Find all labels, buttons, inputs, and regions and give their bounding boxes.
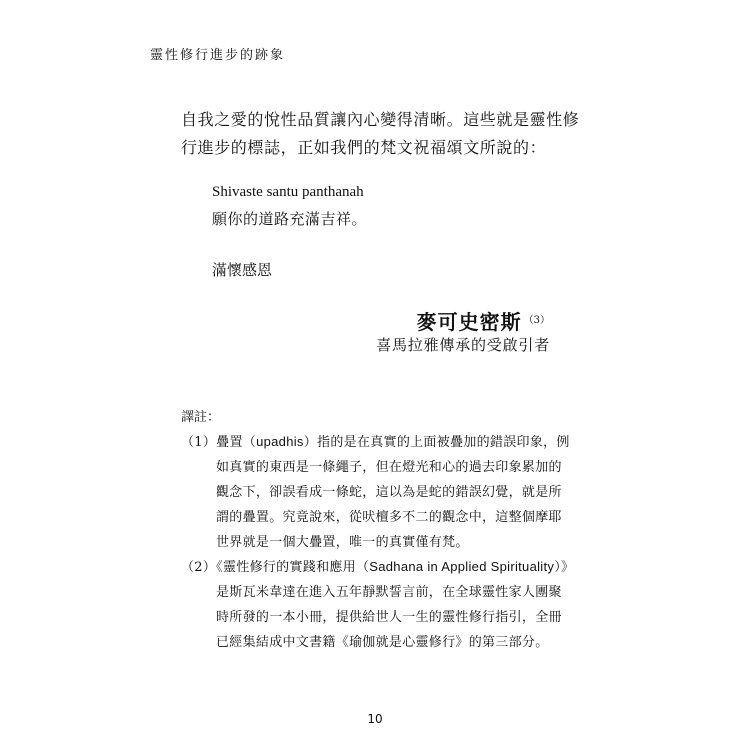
- paragraph-line: 自我之愛的悅性品質讓內心變得清晰。這些就是靈性修: [181, 110, 580, 129]
- note-1-line: 世界就是一個大疊置，唯一的真實僅有梵。: [216, 535, 469, 550]
- note-1-line: 觀念下，卻誤看成一條蛇，這以為是蛇的錯誤幻覺，就是所: [216, 485, 562, 500]
- note-2-line: 是斯瓦米韋達在進入五年靜默誓言前，在全球靈性家人團聚: [216, 585, 562, 600]
- author-name: 麥可史密斯: [416, 310, 522, 334]
- note-2-first-line: [181, 556, 574, 575]
- paragraph-line: 行進步的標誌，正如我們的梵文祝福頌文所說的：: [181, 138, 547, 157]
- mantra-sanskrit: Shivaste santu panthanah: [212, 184, 364, 200]
- note-2-line: 時所發的一本小冊，提供給世人一生的靈性修行指引，全冊: [216, 610, 562, 625]
- note-text: 疊置（: [216, 435, 257, 450]
- page-number: 10: [367, 712, 383, 726]
- notes-heading: 譯註：: [181, 410, 221, 425]
- note-2-number: （2）: [181, 560, 217, 575]
- running-header: 靈性修行進步的跡象: [150, 48, 286, 63]
- note-1-line: 如真實的東西是一條繩子，但在燈光和心的過去印象累加的: [216, 460, 562, 475]
- mantra-translation: 願你的道路充滿吉祥。: [212, 210, 368, 228]
- note-1-number: （1）: [181, 435, 217, 450]
- note-text: ）指的是在真實的上面被疊加的錯誤印象，例: [303, 435, 570, 450]
- author-title: 喜馬拉雅傳承的受啟引者: [376, 336, 550, 354]
- note-text: 《靈性修行的實踐和應用（: [216, 560, 370, 575]
- note-term: Sadhana in Applied Spirituality: [369, 559, 555, 574]
- note-term: upadhis: [256, 434, 304, 449]
- footnote-reference: （3）: [523, 314, 550, 326]
- note-1-first-line: [181, 431, 570, 450]
- note-1-line: 謂的疊置。究竟說來，從吠檀多不二的觀念中，這整個摩耶: [216, 510, 562, 525]
- note-2-line: 已經集結成中文書籍《瑜伽就是心靈修行》的第三部分。: [216, 635, 549, 650]
- closing-phrase: 滿懷感恩: [212, 261, 273, 279]
- note-text: ）》: [554, 560, 575, 575]
- signature: [417, 306, 550, 335]
